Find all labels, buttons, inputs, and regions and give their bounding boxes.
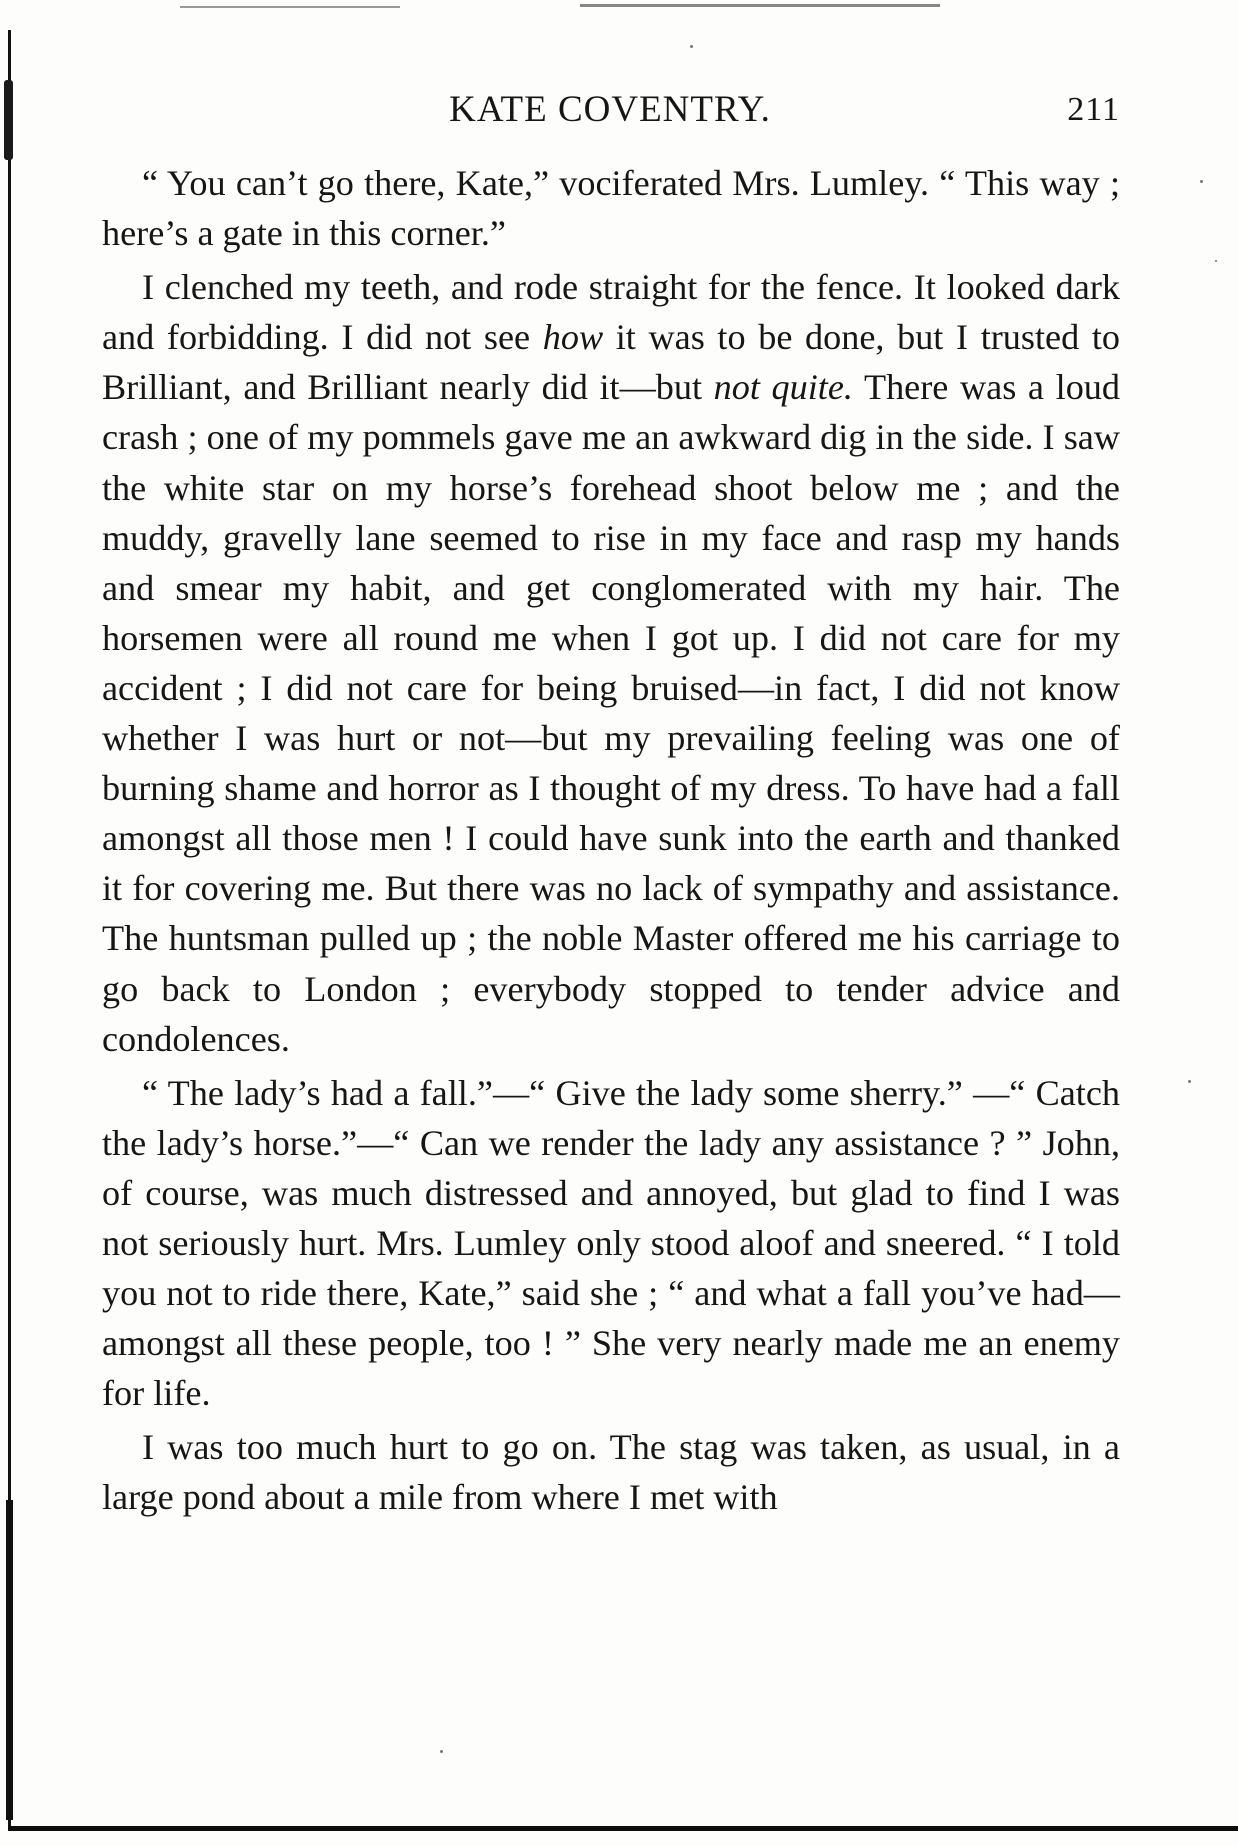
italic-text: not quite. bbox=[713, 367, 853, 408]
scan-speck bbox=[690, 45, 693, 48]
text-run: I was too much hurt to go on. The stag was taken, as usual, in a large pond about a mile from where I met with bbox=[102, 1427, 1120, 1518]
body-text bbox=[102, 158, 1120, 1527]
binding-mark bbox=[4, 80, 13, 160]
running-title: KATE COVENTRY. bbox=[449, 89, 771, 130]
top-scan-artifact bbox=[580, 4, 940, 7]
scan-speck bbox=[1188, 1080, 1191, 1083]
scan-speck bbox=[1200, 180, 1203, 183]
text-run: “ The lady’s had a fall.”—“ Give the lady some sherry.” —“ Catch the lady’s horse.”—“ Can we render the lady any assistance ? ” John, of course, was much distressed and annoyed, but glad to find I was not seriously hurt. Mrs. Lumley only stood aloof and sneered. “ I told you not to ride there, Kate,” said she ; “ and what a fall you’ve had—amongst all these people, too ! ” She very nearly made me an enemy for life. bbox=[102, 1072, 1120, 1414]
text-run: “ You can’t go there, Kate,” vociferated Mrs. Lumley. “ This way ; here’s a gate in this corner.” bbox=[102, 163, 1120, 254]
paragraph bbox=[102, 1068, 1120, 1419]
text-run: There was a loud crash ; one of my pommels gave me an awkward dig in the side. I saw the white star on my horse’s forehead shoot below me ; and the muddy, gravelly lane seemed to rise in my face and rasp my hands and smear my habit, and get conglomerated with my hair. The horsemen were all round me when I got up. I did not care for my accident ; I did not care for being bruised—in fact, I did not know whether I was hurt or not—but my prevailing feeling was one of burning shame and horror as I thought of my dress. To have had a fall amongst all those men ! I could have sunk into the earth and thanked it for covering me. But there was no lack of sympathy and assistance. The huntsman pulled up ; the noble Master offered me his carriage to go back to London ; everybody stopped to tender advice and condolences. bbox=[102, 367, 1120, 1059]
text-run: it was to be done, but I trusted to Brilliant, and Brilliant nearly did it—but bbox=[102, 317, 1120, 408]
scan-speck bbox=[1215, 260, 1217, 262]
page-header bbox=[100, 88, 1120, 132]
bottom-scan-edge bbox=[8, 1826, 1238, 1831]
top-scan-artifact bbox=[180, 6, 400, 8]
page-number: 211 bbox=[1067, 91, 1120, 128]
binding-edge-thick bbox=[6, 1500, 13, 1820]
scan-speck bbox=[440, 1750, 443, 1753]
paragraph bbox=[102, 262, 1120, 1064]
text-run: I clenched my teeth, and rode straight for the fence. It looked dark and forbidding. I did not see bbox=[102, 267, 1120, 358]
paragraph bbox=[102, 158, 1120, 258]
italic-text: how bbox=[542, 317, 604, 358]
paragraph bbox=[102, 1422, 1120, 1522]
